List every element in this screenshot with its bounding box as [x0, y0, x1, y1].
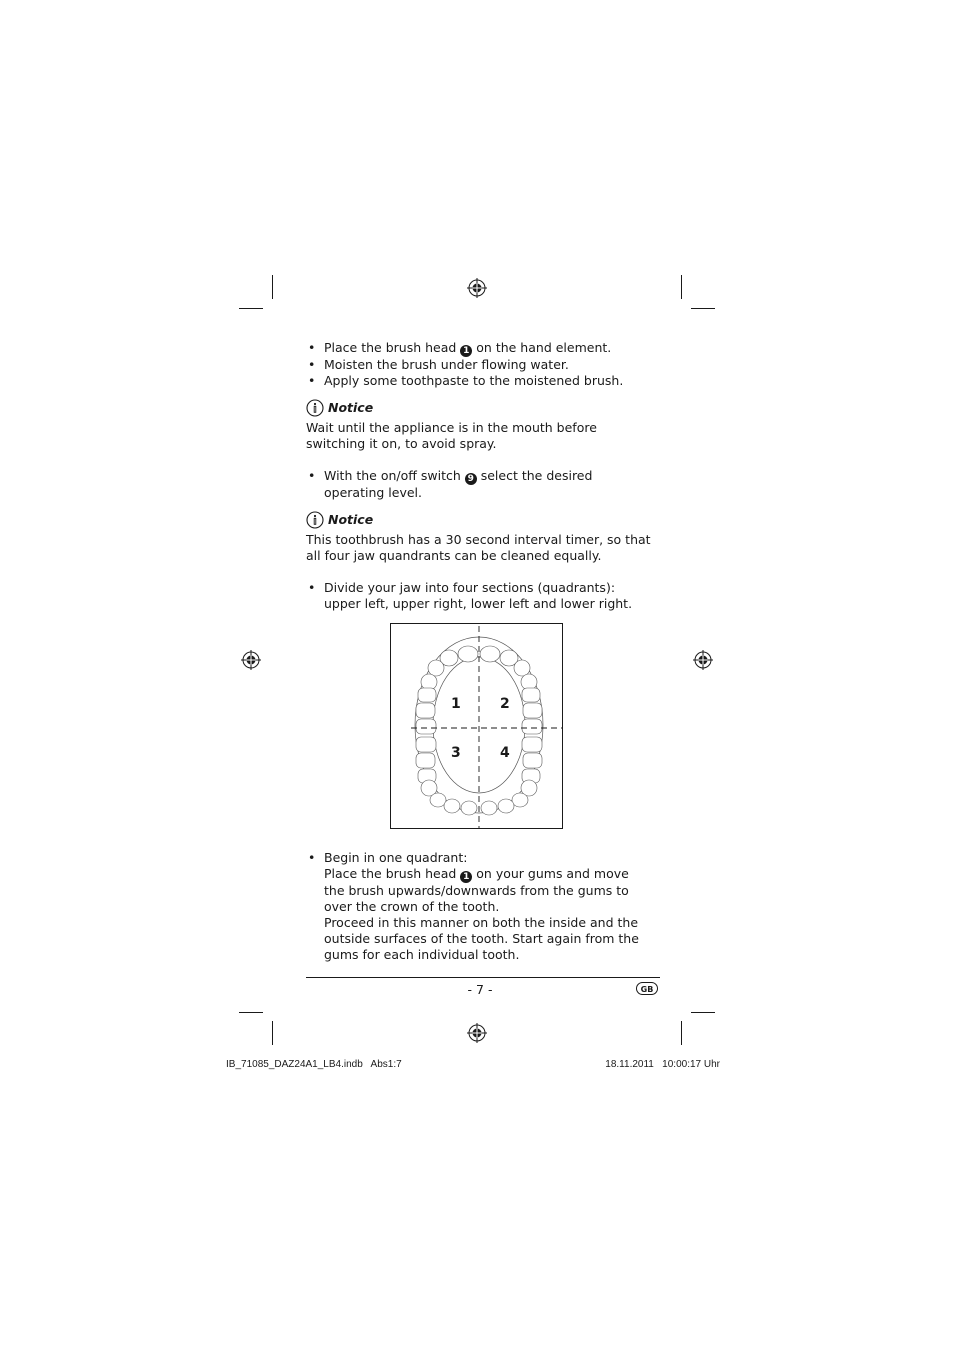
- list-item: [306, 357, 651, 373]
- notice-heading: [306, 399, 651, 417]
- bullet: •: [308, 580, 316, 595]
- page-content: [306, 340, 651, 612]
- instruction-list: [306, 850, 651, 963]
- list-item-text-part: on your gums and move the brush upwards/downwards from the gums to over the crown of the tooth.: [324, 866, 629, 914]
- list-item-text: Place the brush head: [324, 340, 457, 355]
- notice-text: This toothbrush has a 30 second interval timer, so that all four jaw quandrants can be cleaned equally.: [306, 532, 651, 563]
- registration-mark-icon: [467, 278, 487, 298]
- list-item-text: on the hand element.: [476, 340, 612, 355]
- crop-mark: [691, 1012, 715, 1013]
- notice-text: Wait until the appliance is in the mouth before switching it on, to avoid spray.: [306, 420, 597, 451]
- crop-mark: [272, 275, 273, 299]
- registration-mark-icon: [467, 1023, 487, 1043]
- list-item-text: [324, 866, 651, 915]
- list-item: [306, 850, 651, 963]
- notice-title: Notice: [328, 512, 374, 527]
- part-ref-badge: 1: [460, 871, 472, 883]
- part-ref-badge: 1: [460, 345, 472, 357]
- list-item: [306, 340, 651, 357]
- crop-mark: [681, 1021, 682, 1045]
- part-ref-badge: 9: [465, 473, 477, 485]
- language-badge: GB: [636, 982, 658, 995]
- list-item-text: Proceed in this manner on both the inside and the outside surfaces of the tooth. Start again from the gums for each individual tooth.: [324, 915, 639, 962]
- quadrant-label: 3: [451, 745, 461, 761]
- crop-mark: [691, 308, 715, 309]
- list-item-text: With the on/off switch: [324, 468, 461, 483]
- notice-title: Notice: [328, 400, 374, 415]
- jaw-illustration: [391, 624, 562, 828]
- list-item: [306, 580, 651, 612]
- quadrant-label: 2: [500, 696, 510, 712]
- list-item-text-part: Place the brush head: [324, 866, 457, 881]
- list-item: [306, 468, 651, 501]
- bullet: •: [308, 468, 316, 483]
- list-item: [306, 373, 651, 389]
- bullet: •: [308, 373, 316, 388]
- list-item-text: Divide your jaw into four sections (quadrants): upper left, upper right, lower left and lower right.: [324, 580, 633, 611]
- list-item-text: select the desired operating level.: [324, 468, 593, 500]
- crop-mark: [239, 1012, 263, 1013]
- footer-rule: [306, 977, 660, 978]
- registration-mark-icon: [241, 650, 261, 670]
- quadrant-label: 4: [500, 745, 510, 761]
- jaw-quadrant-diagram: [390, 623, 563, 829]
- crop-mark: [272, 1021, 273, 1045]
- list-item-text: Begin in one quadrant:: [324, 850, 468, 865]
- list-item-text: Moisten the brush under flowing water.: [324, 357, 569, 372]
- quadrant-label: 1: [451, 696, 461, 712]
- bullet: •: [308, 340, 316, 355]
- print-slug-date: 18.11.2011 10:00:17 Uhr: [605, 1059, 720, 1070]
- instruction-list: [306, 340, 651, 389]
- page-number: - 7 -: [467, 982, 493, 997]
- notice-heading: [306, 511, 651, 529]
- list-item-text: Apply some toothpaste to the moistened brush.: [324, 373, 624, 388]
- registration-mark-icon: [693, 650, 713, 670]
- bullet: •: [308, 850, 316, 865]
- print-slug-file: IB_71085_DAZ24A1_LB4.indb Abs1:7: [226, 1059, 402, 1070]
- crop-mark: [239, 308, 263, 309]
- crop-mark: [681, 275, 682, 299]
- info-icon: [306, 511, 324, 529]
- info-icon: [306, 399, 324, 417]
- bullet: •: [308, 357, 316, 372]
- instruction-list: [306, 468, 651, 501]
- page-content-lower: [306, 850, 651, 963]
- instruction-list: [306, 580, 651, 612]
